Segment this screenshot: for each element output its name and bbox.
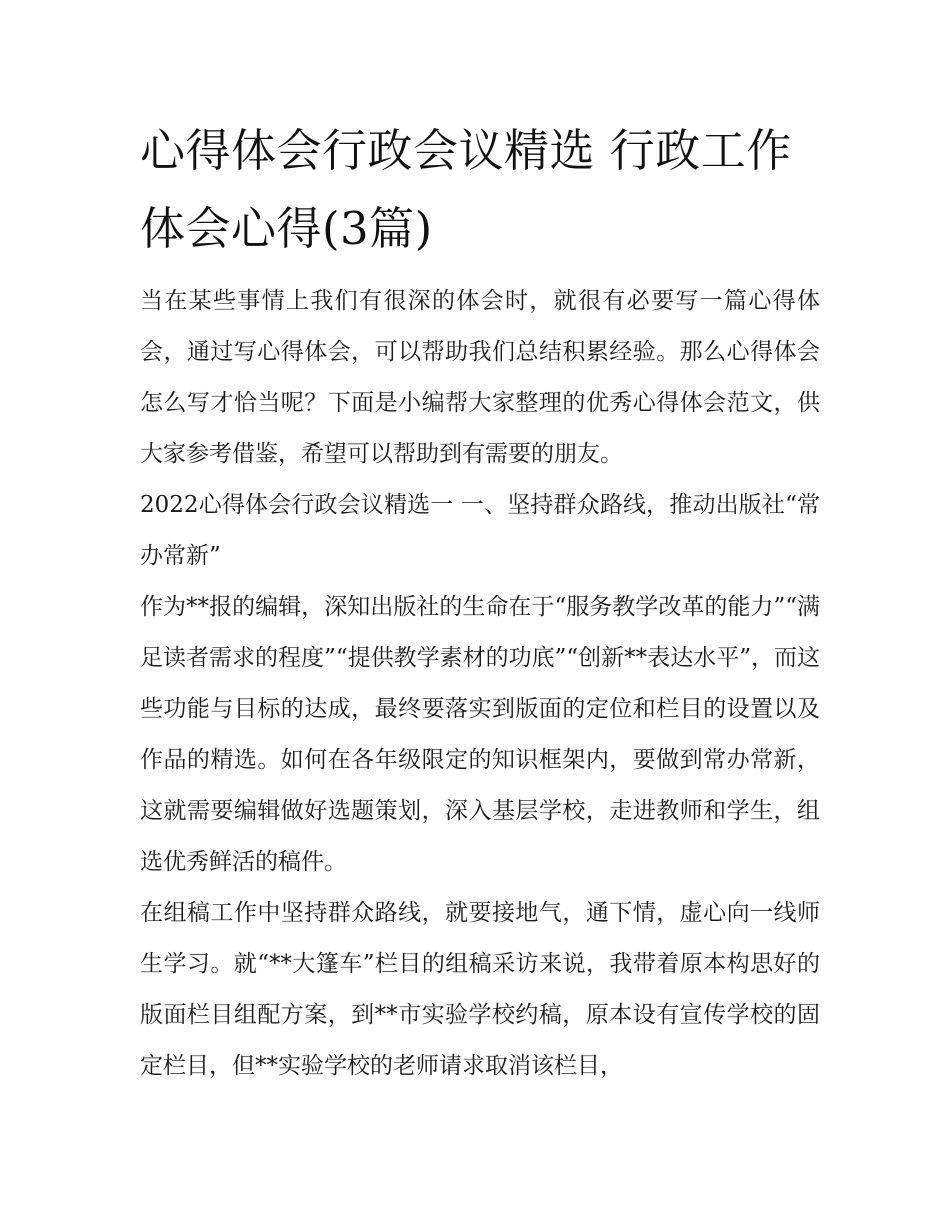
paragraph-editor-role: 作为**报的编辑，深知出版社的生命在于“服务教学改革的能力”“满足读者需求的程度”“提供教学素材的功底”“创新**表达水平”，而这些功能与目标的达成，最终要落实到版面的定位和栏目的设置以及作品的精选。如何在各年级限定的知识框架内，要做到常办常新，这就需要编辑做好选题策划，深入基层学校，走进教师和学生，组选优秀鲜活的稿件。 (140, 594, 820, 875)
document-body (140, 276, 820, 1092)
paragraph-mass-line: 在组稿工作中坚持群众路线，就要接地气，通下情，虚心向一线师生学习。就“**大篷车”栏目的组稿采访来说，我带着原本构思好的版面栏目组配方案，到**市实验学校约稿，原本设有宣传学校的固定栏目，但**实验学校的老师请求取消该栏目， (140, 900, 820, 1079)
paragraph-intro: 当在某些事情上我们有很深的体会时，就很有必要写一篇心得体会，通过写心得体会，可以帮助我们总结积累经验。那么心得体会怎么写才恰当呢？下面是小编帮大家整理的优秀心得体会范文，供大家参考借鉴，希望可以帮助到有需要的朋友。 (140, 288, 820, 467)
paragraph-section-heading: 2022心得体会行政会议精选一 一、坚持群众路线，推动出版社“常办常新” (140, 492, 820, 569)
document-title: 心得体会行政会议精选 行政工作体会心得(3篇) (140, 124, 792, 255)
